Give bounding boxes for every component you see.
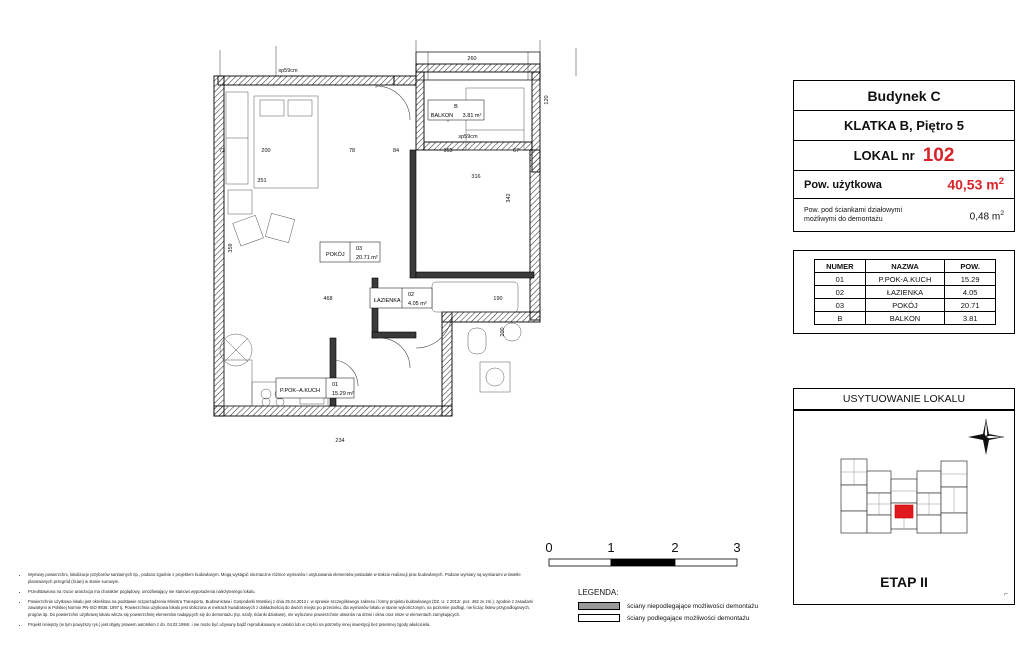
room-number: 03	[815, 299, 866, 312]
lokal-number: 102	[922, 144, 955, 166]
footnote-item: • Powierzchnie użytkowa lokalu jest określona na podstawie rozporządzenia Ministra Transportu, Budownictwa i Gospodarki Morskiej z dnia 25.04.2012 r. w sprawie szczegółowego zakresu i formy projektu budowlanego (DZ. U. z 2012r. poz. 462 ze zm.), zgodnie z zasadami zawartymi w Polskiej Normie PN-ISO 9836: 1997 tj. Powierzchnia użytkowa lokalu jest obliczona w metrach kwadratowych z dokładnością do dwóch miejsc po przecinku, dla wymiarów lokalu w stanie wykończonym, na poziomie podłogi, nie licząc listew przypodłogowych, progów itp. Do powierzchni użytkowej lokalu wlicza się powierzchnię elementów nadających się do demontażu (np. szafy, ścianki działowe), nie wyliczone powierzchnie otworów na drzwi i okna oraz nisze w elementach zamykających.	[28, 599, 540, 619]
etap-label: ETAP II	[880, 574, 928, 590]
svg-text:01: 01	[332, 382, 339, 388]
scale-tick: 2	[671, 540, 679, 555]
room-area: 15.29	[945, 273, 996, 286]
legend-swatch-hollow	[578, 614, 620, 622]
footnote-item: • Przedstawiona na rzucie aranżacja ma charakter poglądowy, umożliwiający nie stanowi wyposażenia należytemego lokalu.	[28, 589, 540, 596]
room-number: 02	[815, 286, 866, 299]
svg-text:P.POK–A.KUCH: P.POK–A.KUCH	[280, 388, 320, 394]
table-row	[815, 273, 996, 286]
usable-area-row	[794, 171, 1014, 199]
plan-dimension: 234	[335, 438, 345, 444]
svg-text:BALKON: BALKON	[430, 113, 454, 119]
wall-note: sp59cm	[458, 134, 478, 140]
room-number: 01	[815, 273, 866, 286]
header-number: NUMER	[815, 260, 866, 273]
svg-text:03: 03	[356, 246, 363, 252]
rooms-table	[814, 259, 996, 325]
corner-mark: ⌐	[1003, 591, 1008, 598]
room-name: POKÓJ	[865, 299, 945, 312]
legend-item-label: ściany podlegające możliwości demontażu	[627, 614, 750, 622]
footnotes	[20, 572, 540, 632]
stair-floor-row	[794, 111, 1014, 141]
plan-dimension: 342	[506, 193, 512, 203]
legend-item	[578, 602, 788, 610]
plan-dimension: 78	[348, 148, 356, 154]
room-name: BALKON	[865, 312, 945, 325]
rooms-table-panel	[793, 250, 1015, 334]
svg-text:20.71 m²: 20.71 m²	[356, 255, 378, 261]
floor-plan-drawing	[180, 30, 780, 510]
plan-dimension: 359	[228, 243, 234, 253]
room-number: B	[815, 312, 866, 325]
location-header-label: USYTUOWANIE LOKALU	[842, 393, 966, 405]
plan-dimension: 260	[467, 56, 477, 62]
legend-item	[578, 614, 788, 622]
location-header	[793, 388, 1015, 410]
plan-room-label-lazienka	[370, 288, 432, 308]
svg-text:B: B	[454, 104, 458, 110]
wall-note: sp59cm	[278, 68, 298, 74]
lokal-label: LOKAL nr	[853, 148, 915, 163]
usable-area-label: Pow. użytkowa	[804, 178, 882, 191]
unit-info-panel	[793, 80, 1015, 232]
room-area: 3.81	[945, 312, 996, 325]
scale-bar-ticks	[545, 540, 745, 556]
room-name: ŁAZIENKA	[865, 286, 945, 299]
svg-text:POKÓJ: POKÓJ	[326, 252, 345, 258]
plan-dimension: 120	[544, 95, 550, 105]
legend-item-label: ściany niepodlegające możliwości demontażu	[627, 602, 759, 610]
plan-dimension: 316	[471, 174, 481, 180]
legend-title: LEGENDA:	[578, 588, 619, 597]
key-plan-diagram	[829, 449, 979, 549]
plan-dimension: 200	[261, 148, 271, 154]
room-area: 4.05	[945, 286, 996, 299]
scale-tick: 0	[545, 540, 553, 555]
removable-walls-label: Pow. pod ściankami działowymi możliwymi do demontażu	[804, 207, 903, 223]
plan-dimension: 73	[218, 148, 226, 154]
svg-text:3.81 m²: 3.81 m²	[462, 113, 482, 119]
header-area: POW.	[945, 260, 996, 273]
removable-walls-value: 0,48 $m^2$	[969, 209, 1004, 223]
plan-dimension: 200	[500, 327, 506, 337]
building-row	[794, 81, 1014, 111]
footnote-item: • Projekt niniejszy (w tym powyższy rys.) jest objęty prawem autorskim z dn. 04.02.1994r. i nie może być używany bądź reprodukowany w całości lub w części na potrzeby innej inwestycji bez pisemnej zgody właściciela.	[28, 622, 540, 629]
removable-walls-row	[794, 199, 1014, 233]
plan-dimension: 84	[392, 148, 400, 154]
plan-room-label-pokoj	[320, 242, 380, 262]
header-name: NAZWA	[865, 260, 945, 273]
room-area: 20.71	[945, 299, 996, 312]
plan-dimension: 190	[493, 296, 503, 302]
stair-floor-label: KLATKA B, Piętro 5	[844, 118, 964, 133]
plan-dimension: 351	[257, 178, 267, 184]
table-row	[815, 286, 996, 299]
svg-text:4.05 m²: 4.05 m²	[408, 301, 427, 307]
legend	[578, 588, 788, 626]
building-label: Budynek C	[867, 87, 941, 104]
plan-room-label-balkon	[428, 100, 484, 122]
room-name: P.POK-A.KUCH	[865, 273, 945, 286]
footnote-item: • Wymiary powierzchni, lokalizacje przyborów sanitarnych itp., podano zgodnie z projektem budowlanym. Mogą wystąpić nieznaczne różnice wymiarów i usytuowania elementów posiadale w trakcie realizacji prac budowlanych. Podane wymiary są wymiarami w świetle planowanych przegród (ścian) w stanie surowym.	[28, 572, 540, 585]
scale-bar-graphic	[545, 556, 745, 570]
plan-room-label-pokkuch	[276, 378, 354, 398]
usable-area-value: 40,53 $m^2$	[947, 176, 1004, 193]
plan-dimension: 468	[323, 296, 333, 302]
plan-dimension: 67	[512, 148, 520, 154]
svg-text:02: 02	[408, 292, 415, 298]
plan-dimension: 165	[443, 148, 453, 154]
table-row	[815, 312, 996, 325]
scale-tick: 3	[733, 540, 741, 555]
table-header-row	[815, 260, 996, 273]
highlighted-unit-marker	[895, 505, 913, 518]
scale-tick: 1	[607, 540, 615, 555]
lokal-row	[794, 141, 1014, 171]
location-body	[793, 410, 1015, 605]
scale-bar	[545, 540, 745, 580]
table-row	[815, 299, 996, 312]
legend-swatch-solid	[578, 602, 620, 610]
svg-text:ŁAZIENKA: ŁAZIENKA	[374, 298, 401, 304]
svg-text:15.29 m²: 15.29 m²	[332, 391, 354, 397]
